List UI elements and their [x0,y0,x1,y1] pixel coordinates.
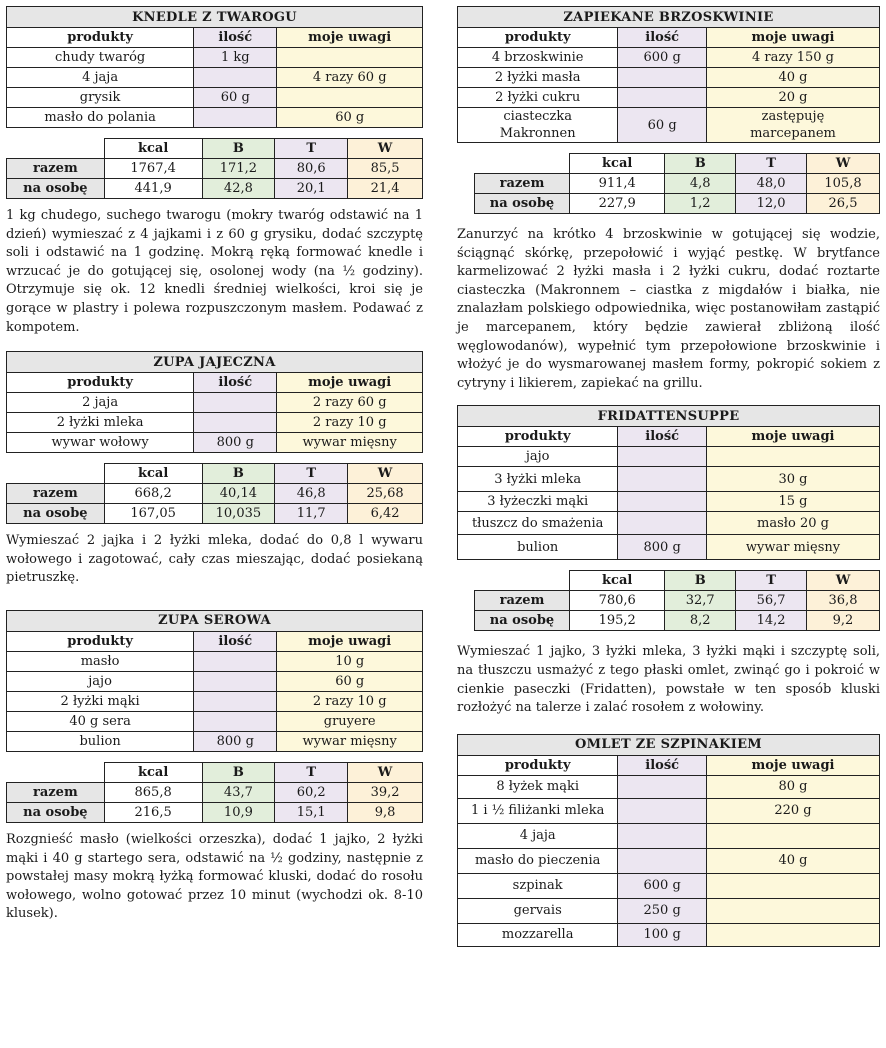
ingredient-row: bulion 800 g wywar mięsny [7,731,423,751]
ingredient-row: 4 jaja 4 razy 60 g [7,68,423,88]
header-protein: B [202,139,275,159]
ingredient-row: 2 łyżki masła 40 g [458,68,880,88]
total-row: razem 780,6 32,7 56,7 36,8 [474,591,879,611]
ingredient-row: jajo [458,447,880,467]
per-person-row: na osobę 195,2 8,2 14,2 9,2 [474,611,879,631]
recipe-table-zupa-serowa: ZUPA SEROWA produkty ilość moje uwagi masło 10 g jajo 60 g 2 łyżki mąki 2 razy 10 g 40 g sera gruyere bulion 800 g wywar mięsny [6,610,423,752]
ingredient-row: tłuszcz do smażenia masło 20 g [458,512,880,535]
per-person-row: na osobę 167,05 10,035 11,7 6,42 [7,504,423,524]
ingredient-row: bulion 800 g wywar mięsny [458,535,880,560]
recipe-description: Wymieszać 1 jajko, 3 łyżki mleka, 3 łyżki mąki i szczyptę soli, na tłuszczu usmażyć z tego płaski omlet, zwinąć go i pokroić w cienkie paseczki (Fridatten), powstałe w ten sposób kluski rozłożyć na talerze i zalać rosołem z wołowiny. [457,644,880,716]
nutrition-table-knedle [6,138,423,199]
header-kcal: kcal [104,139,202,159]
ingredient-row: 2 łyżki mąki 2 razy 10 g [7,691,423,711]
per-person-row: na osobę 441,9 42,8 20,1 21,4 [7,179,423,199]
header-fat: T [275,139,348,159]
ingredient-row: 3 łyżeczki mąki 15 g [458,492,880,512]
ingredient-row: 1 i ½ filiżanki mleka 220 g [458,798,880,823]
ingredient-row: szpinak 600 g [458,873,880,898]
ingredient-row: 40 g sera gruyere [7,711,423,731]
ingredient-row: 2 jaja 2 razy 60 g [7,393,423,413]
recipe-table-omlet: OMLET ZE SZPINAKIEM produkty ilość moje uwagi 8 łyżek mąki 80 g 1 i ½ filiżanki mleka 220 g 4 jaja masło do pieczenia 40 g szpinak 600 g gervais 250 g mozzarella 100 g [457,734,880,947]
recipe-description: 1 kg chudego, suchego twarogu (mokry twaróg odstawić na 1 dzień) wymieszać z 4 jajkami i z 60 g grysiku, dodać szczyptę soli i odstawić na 1 godzinę. Mokrą ręką formować knedle i wrzucać je do gotującej się, osolonej wody (na ½ godziny). Otrzymuje się ok. 12 knedli średniej wielkości, kroi się je gorące w plastry i polewa rozpuszczonym masłem. Podawać z kompotem. [6,208,423,335]
total-row: razem 668,2 40,14 46,8 25,68 [7,484,423,504]
header-carbs: W [348,139,423,159]
recipe-description: Rozgnieść masło (wielkości orzeszka), dodać 1 jajko, 2 łyżki mąki i 40 g startego sera, odstawić na ½ godziny, następnie z powstałej masy mokrą łyżką formować kluski, dodać do rosołu wołowego, wolno gotować przez 10 minut (wychodzi ok. 8-10 klusek). [6,831,423,922]
recipe-description: Zanurzyć na krótko 4 brzoskwinie w gotującej się wodzie, ściągnąć skórkę, przepołowić i wyjąć pestkę. W brytfance karmelizować 2 łyżki masła i 2 łyżki cukru, dodać roztarte ciasteczka (Makronnem – ciastka z migdałów i białka, nie znalazłam polskiego odpowiednika, więc postanowiłam zastąpić je marcepanem, który będzie zawierał zbliżoną ilość węglowodanów), wypełnić tym przepołowione brzoskwinie i włożyć je do wysmarowanej masłem formy, pokropić sokiem z cytryny i likierem, zapiekać na grillu. [457,227,880,391]
ingredient-row: masło do polania 60 g [7,108,423,128]
recipe-table-fridattensuppe: FRIDATTENSUPPE produkty ilość moje uwagi jajo 3 łyżki mleka 30 g 3 łyżeczki mąki 15 g tłuszcz do smażenia masło 20 g bulion 800 g wywar mięsny [457,405,880,560]
header-notes: moje uwagi [277,28,423,48]
ingredient-row: ciasteczka Makronnen 60 g zastępuję marcepanem [458,108,880,143]
ingredient-row: 2 łyżki mleka 2 razy 10 g [7,413,423,433]
ingredient-row: wywar wołowy 800 g wywar mięsny [7,433,423,453]
recipe-table-brzoskwinie: ZAPIEKANE BRZOSKWINIE produkty ilość moje uwagi 4 brzoskwinie 600 g 4 razy 150 g 2 łyżki masła 40 g 2 łyżki cukru 20 g ciasteczka Makronnen 60 g zastępuję marcepanem [457,6,880,143]
total-row: razem 865,8 43,7 60,2 39,2 [7,782,423,802]
ingredient-row: 3 łyżki mleka 30 g [458,467,880,492]
nutrition-table-fridattensuppe: kcal B T W razem 780,6 32,7 56,7 36,8 na osobę 195,2 8,2 14,2 9,2 [474,570,880,631]
recipe-title: KNEDLE Z TWAROGU [7,7,423,28]
header-products: produkty [7,28,194,48]
ingredient-row: jajo 60 g [7,671,423,691]
recipe-title: OMLET ZE SZPINAKIEM [458,734,880,755]
ingredient-row: masło do pieczenia 40 g [458,848,880,873]
nutrition-table-zupa-jajeczna: kcal B T W razem 668,2 40,14 46,8 25,68 na osobę 167,05 10,035 11,7 6,42 [6,463,423,524]
recipe-title: ZUPA SEROWA [7,610,423,631]
recipe-title: FRIDATTENSUPPE [458,406,880,427]
total-row: razem 911,4 4,8 48,0 105,8 [474,174,879,194]
per-person-row: na osobę 216,5 10,9 15,1 9,8 [7,802,423,822]
ingredient-row: 2 łyżki cukru 20 g [458,88,880,108]
ingredient-row: chudy twaróg 1 kg [7,48,423,68]
total-row: razem 1767,4 171,2 80,6 85,5 [7,159,423,179]
recipe-table-zupa-jajeczna: ZUPA JAJECZNA produkty ilość moje uwagi 2 jaja 2 razy 60 g 2 łyżki mleka 2 razy 10 g wywar wołowy 800 g wywar mięsny [6,351,423,453]
ingredient-row: grysik 60 g [7,88,423,108]
right-column [457,6,880,947]
ingredient-row: 8 łyżek mąki 80 g [458,775,880,798]
ingredient-row: gervais 250 g [458,898,880,923]
recipe-title: ZAPIEKANE BRZOSKWINIE [458,7,880,28]
recipe-description: Wymieszać 2 jajka i 2 łyżki mleka, dodać do 0,8 l wywaru wołowego i zagotować, cały czas mieszając, dodać posiekaną pietruszkę. [6,533,423,586]
ingredient-row: 4 brzoskwinie 600 g 4 razy 150 g [458,48,880,68]
header-quantity: ilość [194,28,277,48]
per-person-row: na osobę 227,9 1,2 12,0 26,5 [474,194,879,214]
recipe-title: ZUPA JAJECZNA [7,352,423,373]
left-column [6,6,423,924]
ingredient-row: mozzarella 100 g [458,923,880,946]
recipe-table-knedle [6,6,423,128]
nutrition-table-brzoskwinie: kcal B T W razem 911,4 4,8 48,0 105,8 na osobę 227,9 1,2 12,0 26,5 [474,153,880,214]
ingredient-row: masło 10 g [7,651,423,671]
ingredient-row: 4 jaja [458,823,880,848]
nutrition-table-zupa-serowa: kcal B T W razem 865,8 43,7 60,2 39,2 na osobę 216,5 10,9 15,1 9,8 [6,762,423,823]
